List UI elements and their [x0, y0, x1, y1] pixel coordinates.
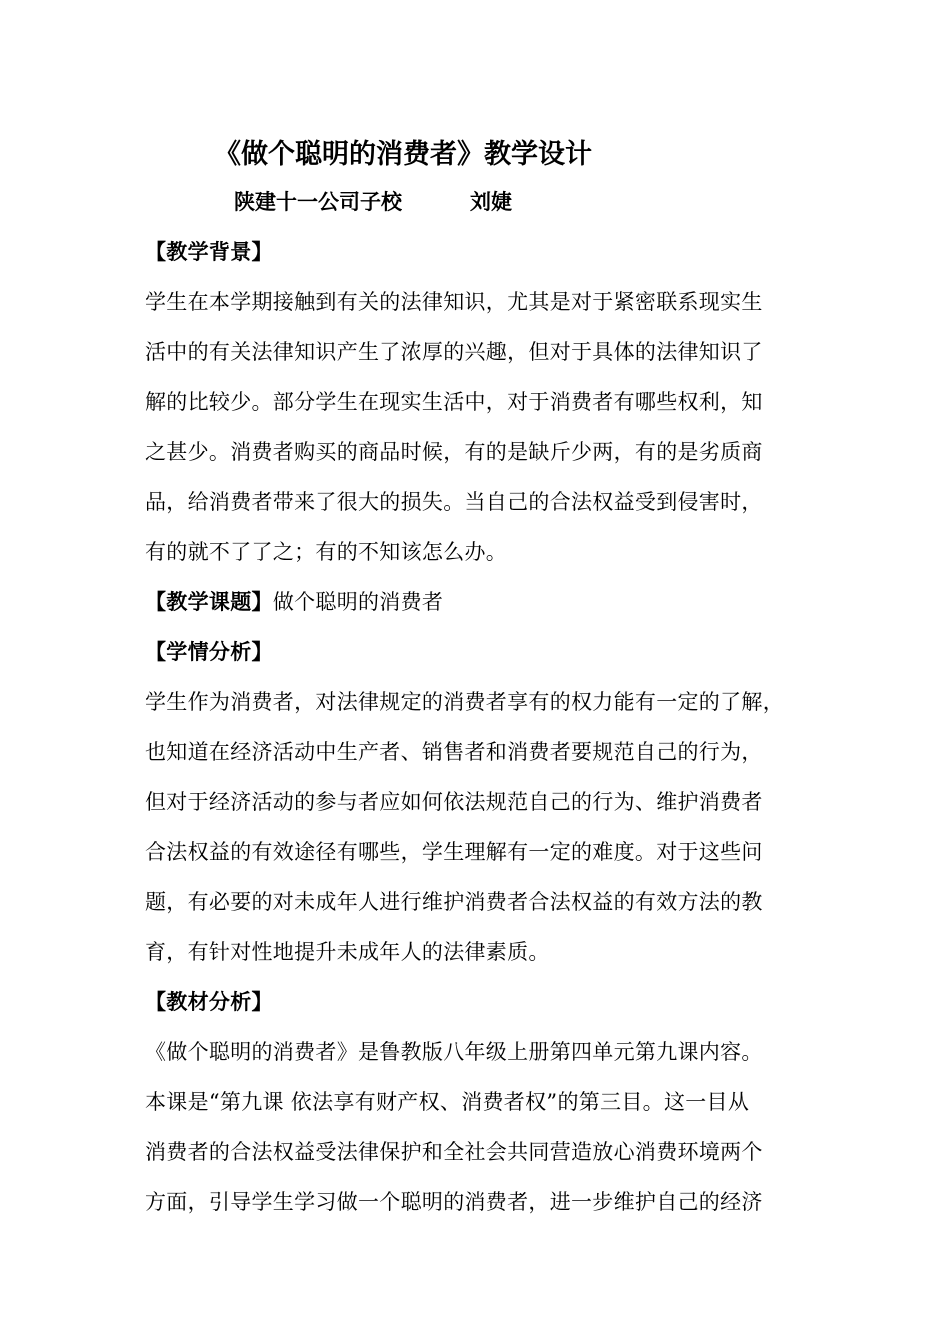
paragraph-line: 育，有针对性地提升未成年人的法律素质。 [145, 940, 550, 964]
section-heading-learner: 【学情分析】 [145, 639, 273, 664]
document-body [145, 232, 845, 1232]
paragraph-line: 之甚少。消费者购买的商品时候，有的是缺斤少两，有的是劣质商 [145, 440, 763, 464]
paragraph-line: 学生在本学期接触到有关的法律知识，尤其是对于紧密联系现实生 [145, 290, 763, 314]
section-heading-topic: 【教学课题】 [145, 589, 273, 614]
author-school: 陕建十一公司子校 [234, 189, 402, 214]
paragraph-line: 品，给消费者带来了很大的损失。当自己的合法权益受到侵害时， [145, 490, 763, 514]
paragraph-line: 解的比较少。部分学生在现实生活中，对于消费者有哪些权利，知 [145, 390, 763, 414]
paragraph-line: 但对于经济活动的参与者应如何依法规范自己的行为、维护消费者 [145, 790, 763, 814]
paragraph-line: 本课是“第九课 依法享有财产权、消费者权”的第三目。这一目从 [145, 1090, 750, 1114]
topic-text: 做个聪明的消费者 [272, 590, 444, 614]
paragraph-line: 《做个聪明的消费者》是鲁教版八年级上册第四单元第九课内容。 [145, 1040, 763, 1064]
paragraph-line: 合法权益的有效途径有哪些，学生理解有一定的难度。对于这些问 [145, 840, 763, 864]
paragraph-line: 题，有必要的对未成年人进行维护消费者合法权益的有效方法的教 [145, 890, 763, 914]
paragraph-line: 也知道在经济活动中生产者、销售者和消费者要规范自己的行为， [145, 740, 763, 764]
paragraph-line: 方面，引导学生学习做一个聪明的消费者，进一步维护自己的经济 [145, 1190, 763, 1214]
paragraph-line: 有的就不了了之；有的不知该怎么办。 [145, 540, 508, 564]
author-name: 刘婕 [470, 189, 512, 214]
document-title: 《做个聪明的消费者》教学设计 [214, 139, 592, 170]
section-heading-material: 【教材分析】 [145, 989, 273, 1014]
paragraph-line: 消费者的合法权益受法律保护和全社会共同营造放心消费环境两个 [145, 1140, 763, 1164]
paragraph-line: 学生作为消费者，对法律规定的消费者享有的权力能有一定的了解， [145, 690, 784, 714]
section-topic [145, 582, 845, 632]
section-heading-background: 【教学背景】 [145, 239, 273, 264]
paragraph-line: 活中的有关法律知识产生了浓厚的兴趣，但对于具体的法律知识了 [145, 340, 763, 364]
author-line [234, 186, 512, 216]
